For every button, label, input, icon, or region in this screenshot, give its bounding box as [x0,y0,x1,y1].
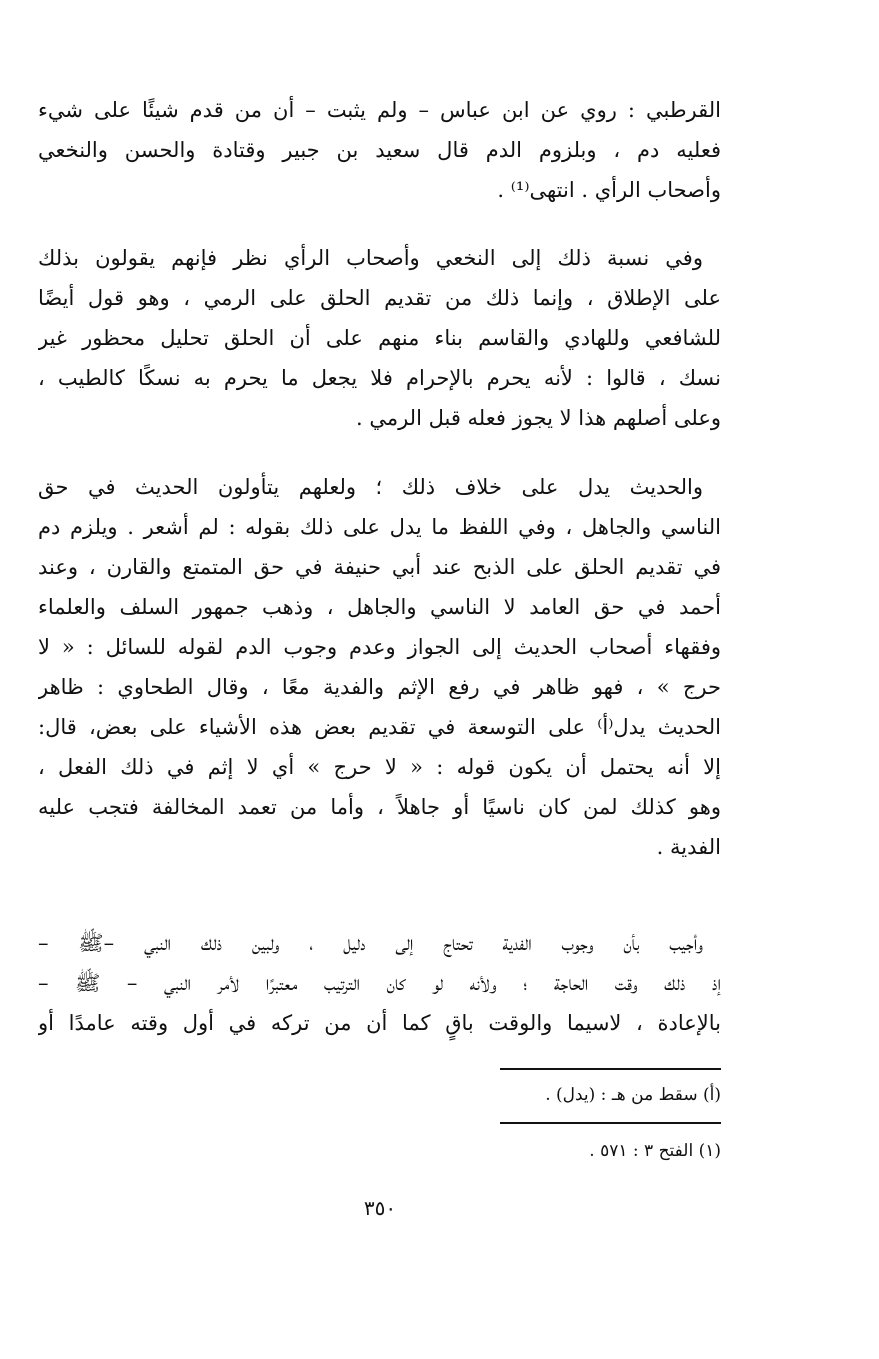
paragraph-1 [38,90,721,210]
variant-note: (أ) سقط من هـ : (يدل) . [545,1085,721,1105]
text-line: فعليه دم ، وبلزوم الدم قال سعيد بن جبير وقتادة والحسن والنخعي [38,138,721,162]
text-line: الناسي والجاهل ، وفي اللفظ ما يدل على ذلك بقوله : لم أشعر . ويلزم دم [38,515,721,539]
footnote-divider [500,1068,721,1070]
text-line: الفدية . [656,835,721,859]
source-note: (١) الفتح ٣ : ٥٧١ . [589,1141,721,1161]
text-line: وفي نسبة ذلك إلى النخعي وأصحاب الرأي نظر فإنهم يقولون بذلك [38,246,703,270]
text-line: الحديث يدل⁽أ⁾ على التوسعة في تقديم بعض هذه الأشياء على بعض، قال: [38,715,721,739]
text-line: نسك ، قالوا : لأنه يحرم بالإحرام فلا يجعل ما يحرم به نسكًا كالطيب ، [38,366,721,390]
paragraph-4 [38,923,721,1043]
paragraph-2 [38,238,721,438]
paragraph-3 [38,467,721,867]
source-notes [500,1122,721,1164]
text-line: للشافعي وللهادي والقاسم بناء منهم على أن الحلق تحليل محظور غير [38,326,721,350]
text-line: بالإعادة ، لاسيما والوقت باقٍ كما أن من تركه في أول وقته عامدًا أو [38,1011,721,1035]
text-line: إلا أنه يحتمل أن يكون قوله : « لا حرج » أي لا إثم في ذلك الفعل ، [38,755,721,779]
text-line: القرطبي : روي عن ابن عباس – ولم يثبت – أن من قدم شيئًا على شيء [38,98,721,122]
text-line: وأجيب بأن وجوب الفدية تحتاج إلى دليل ، ولبين ذلك النبي –ﷺ – [38,931,703,955]
page-number: ٣٥٠ [363,1196,397,1220]
text-line: أحمد في حق العامد لا الناسي والجاهل ، وذهب جمهور السلف والعلماء [38,595,721,619]
variant-notes [500,1068,721,1108]
text-line: في تقديم الحلق على الذبح عند أبي حنيفة في حق المتمتع والقارن ، وعند [38,555,721,579]
text-line: والحديث يدل على خلاف ذلك ؛ ولعلهم يتأولون الحديث في حق [38,475,703,499]
text-line: حرج » ، فهو ظاهر في رفع الإثم والفدية معًا ، وقال الطحاوي : ظاهر [38,675,721,699]
footnote-divider [500,1122,721,1124]
text-line: وعلى أصلهم هذا لا يجوز فعله قبل الرمي . [355,406,721,430]
text-line: وأصحاب الرأي . انتهى⁽¹⁾ . [497,178,721,202]
text-line: وفقهاء أصحاب الحديث إلى الجواز وعدم وجوب الدم لقوله للسائل : « لا [38,635,721,659]
text-line: وهو كذلك لمن كان ناسيًا أو جاهلاً ، وأما من تعمد المخالفة فتجب عليه [38,795,721,819]
text-line: على الإطلاق ، وإنما ذلك من تقديم الحلق على الرمي ، وهو قول أيضًا [38,286,721,310]
text-line: إذ ذلك وقت الحاجة ؛ ولأنه لو كان الترتيب معتبرًا لأمر النبي – ﷺ – [38,971,721,995]
